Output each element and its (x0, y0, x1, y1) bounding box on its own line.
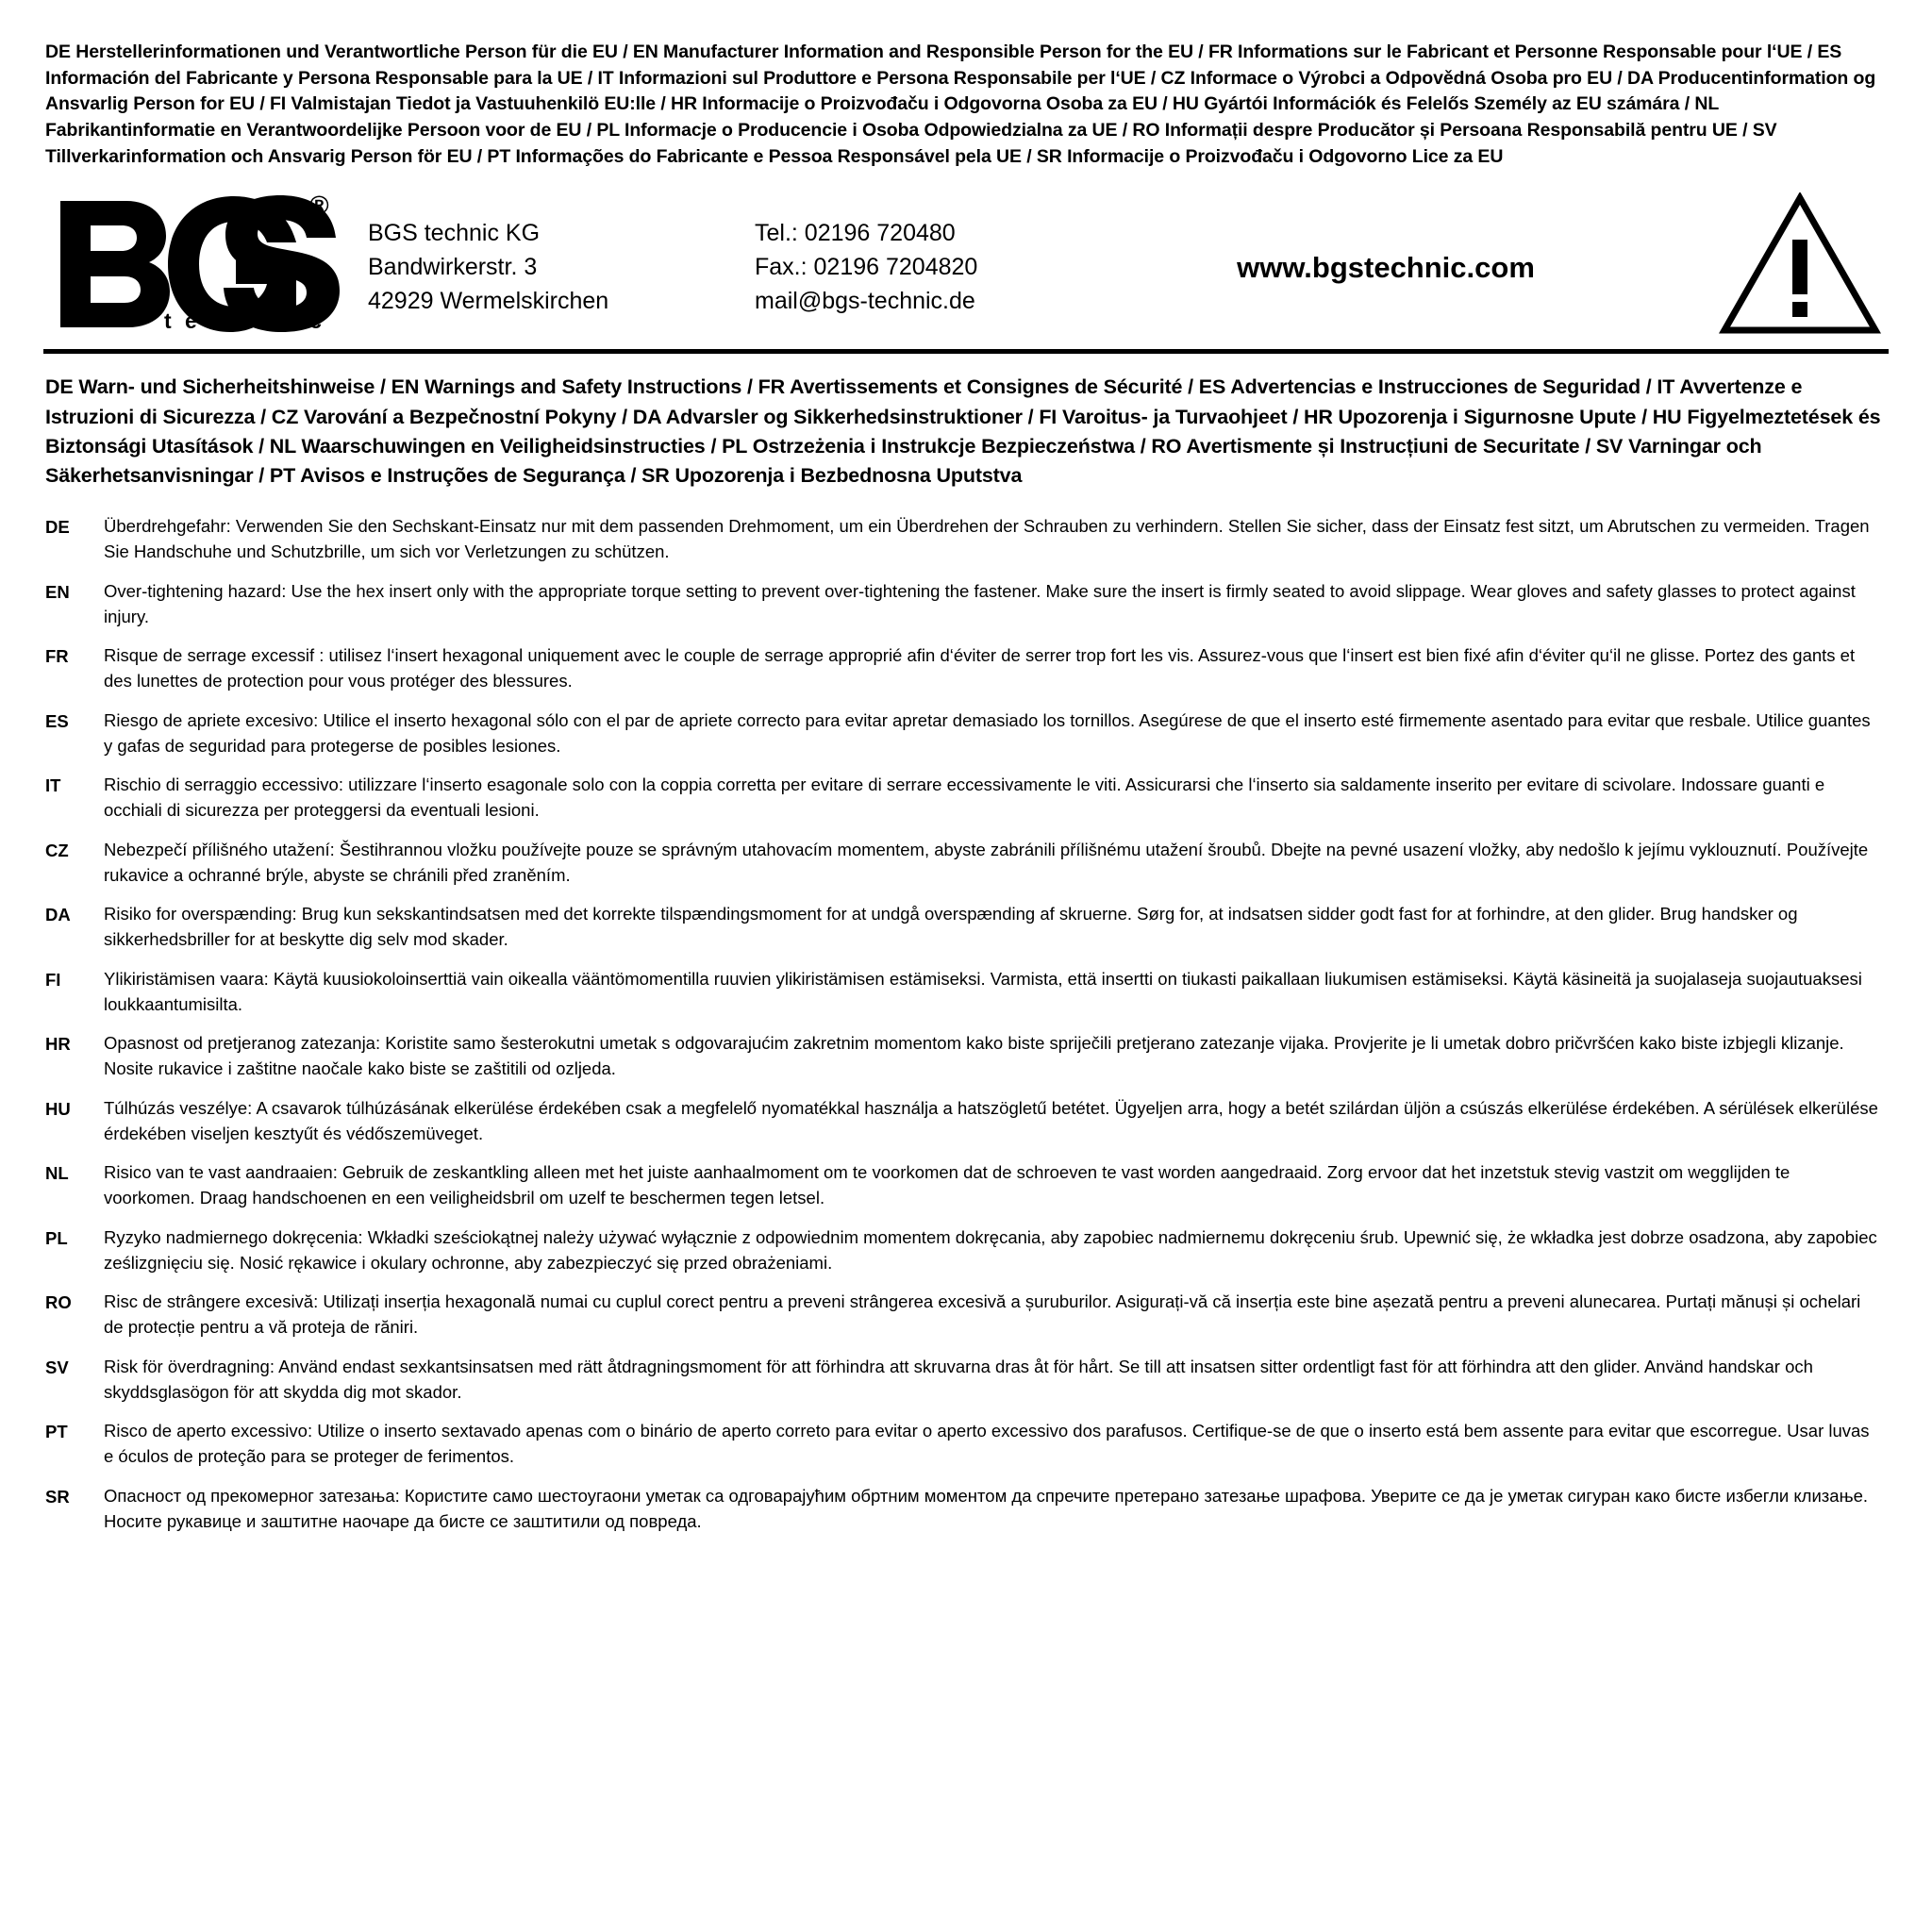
list-item (45, 1483, 1887, 1534)
language-code: ES (45, 710, 69, 731)
language-warning-text: Risque de serrage excessif : utilisez l‘insert hexagonal uniquement avec le couple de serrage approprié afin d‘éviter de serrer trop fort les vis. Assurez-vous que l‘insert est bien fixé afin d‘éviter qu‘il ne glisse. Portez des gants et des lunettes de protection pour vous protéger des blessures. (104, 645, 1856, 691)
list-item (45, 1418, 1887, 1469)
company-street: Bandwirkerstr. 3 (368, 254, 538, 281)
company-website: www.bgstechnic.com (1237, 251, 1535, 285)
language-warning-text: Risico van te vast aandraaien: Gebruik de zeskantkling alleen met het juiste aanhaalmoment om te voorkomen dat de schroeven te vast worden aangedraaid. Zorg ervoor dat het inzetstuk stevig vastzit om wegglijden te voorkomen. Draag handschoenen en een veiligheidsbril om uzelf te beschermen tegen letsel. (104, 1162, 1790, 1208)
language-code: HU (45, 1098, 71, 1119)
language-warning-text: Riesgo de apriete excesivo: Utilice el inserto hexagonal sólo con el par de apriete correcto para evitar apretar demasiado los tornillos. Asegúrese de que el inserto esté firmemente asentado para evitar que resbale. Utilice guantes y gafas de seguridad para protegerse de posibles lesiones. (104, 709, 1871, 756)
list-item (45, 708, 1887, 758)
bgs-logo-svg (53, 193, 355, 335)
language-code: NL (45, 1163, 69, 1184)
bgs-logo (47, 193, 358, 335)
language-code: PL (45, 1227, 68, 1248)
language-warning-text: Risiko for overspænding: Brug kun sekskantindsatsen med det korrekte tilspændingsmoment for at undgå overspænding af skruerne. Sørg for, at indsatsen sidder godt fast for at forhindre, at den glider. Brug handsker og sikkerhedsbriller for at beskytte dig selv mod skader. (104, 904, 1798, 950)
language-warning-text: Over-tightening hazard: Use the hex insert only with the appropriate torque setting to prevent over-tightening the fastener. Make sure the insert is firmly seated to avoid slippage. Wear gloves and safety glasses to protect against injury. (104, 580, 1856, 626)
company-city: 42929 Wermelskirchen (368, 288, 609, 315)
language-warning-text: Risco de aperto excessivo: Utilize o inserto sextavado apenas com o binário de aperto correto para evitar o aperto excessivo dos parafusos. Certifique-se de que o inserto está bem assente para evitar que escorregue. Usar luvas e óculos de proteção para se proteger de ferimentos. (104, 1421, 1870, 1467)
list-item (45, 1095, 1887, 1146)
manufacturer-info-heading: DE Herstellerinformationen und Verantwortliche Person für die EU / EN Manufacturer Information and Responsible Person for the EU / FR Informations sur le Fabricant et Personne Responsable pour l‘UE / ES Información del Fabricante y Persona Responsable para la UE / IT Informazioni sul Produttore e Persona Responsabile per l‘UE / CZ Informace o Výrobci a Odpovědná Osoba pro EU / DA Producentinformation og Ansvarlig Person for EU / FI Valmistajan Tiedot ja Vastuuhenkilö EU:lle / HR Informacije o Proizvođaču i Odgovorna Osoba za EU / HU Gyártói Információk és Felelős Személy az EU számára / NL Fabrikantinformatie en Verantwoordelijke Persoon voor de EU / PL Informacje o Producencie i Osoba Odpowiedzialna za UE / RO Informații despre Producător și Persoana Responsabilă pentru UE / SV Tillverkarinformation och Ansvarig Person för EU / PT Informações do Fabricante e Pessoa Responsável pela UE / SR Informacije o Proizvođaču i Odgovorno Lice za EU (45, 42, 1876, 167)
language-code: RO (45, 1292, 72, 1313)
list-item (45, 513, 1887, 564)
language-code: HR (45, 1034, 71, 1055)
registered-mark: ® (309, 193, 329, 221)
list-item (45, 1030, 1887, 1081)
language-warning-text: Risk för överdragning: Använd endast sexkantsinsatsen med rätt åtdragningsmoment för att förhindra att skruvarna dras åt för hårt. Se till att insatsen sitter ordentligt fast för att förhindra att den glider. Använd handskar och skyddsglasögon för att skydda dig mot skador. (104, 1356, 1813, 1402)
language-code: SV (45, 1357, 69, 1377)
language-warning-text: Opasnost od pretjeranog zatezanja: Koristite samo šesterokutni umetak s odgovarajućim zakretnim momentom kako biste spriječili pretjerano zatezanje vijaka. Provjerite je li umetak dobro pričvršćen kako biste izbjegli klizanje. Nosite rukavice i zaštitne naočale kako biste se zaštitili od ozljeda. (104, 1033, 1844, 1079)
warning-triangle-svg (1719, 192, 1881, 336)
list-item (45, 966, 1887, 1017)
language-warning-text: Überdrehgefahr: Verwenden Sie den Sechskant-Einsatz nur mit dem passenden Drehmoment, um ein Überdrehen der Schrauben zu verhindern. Stellen Sie sicher, dass der Einsatz fest sitzt, um Abrutschen zu vermeiden. Tragen Sie Handschuhe und Schutzbrille, um sich vor Verletzungen zu schützen. (104, 516, 1870, 562)
list-item (45, 578, 1887, 629)
language-code: FI (45, 969, 61, 990)
company-info-band (43, 183, 1889, 354)
language-warning-list (43, 513, 1889, 1534)
language-warning-text: Nebezpečí přílišného utažení: Šestihrannou vložku používejte pouze se správným utahovacím momentem, abyste zabránili přílišnému utažení šroubů. Dbejte na pevné usazení vložky, aby nedošlo k jejímu vyklouznutí. Používejte rukavice a ochranné brýle, abyste se chránili před zraněním. (104, 839, 1869, 885)
list-item (45, 1354, 1887, 1405)
list-item (45, 1289, 1887, 1340)
language-code: SR (45, 1486, 70, 1507)
language-warning-text: Risc de strângere excesivă: Utilizați inserția hexagonală numai cu cuplul corect pentru a preveni strângerea excesivă a șuruburilor. Asigurați-vă că inserția este bine așezată pentru a preveni alunecarea. Purtați mănuși și ochelari de protecție pentru a vă proteja de răniri. (104, 1291, 1861, 1338)
logo-subtext: t e c h n i c (164, 308, 325, 334)
company-address (358, 210, 755, 318)
language-warning-text: Ryzyko nadmiernego dokręcenia: Wkładki sześciokątnej należy używać wyłącznie z odpowiednim momentem dokręcania, aby zapobiec nadmiernemu dokręceniu śrub. Upewnić się, że wkładka jest dobrze osadzona, aby zapobiec ześlizgnięciu się. Nosić rękawice i okulary ochronne, aby zabezpieczyć się przed obrażeniami. (104, 1226, 1877, 1273)
language-warning-text: Опасност од прекомерног затезања: Користите само шестоугаони уметак са одговарајућим обртним моментом да спречите претерано затезање шрафова. Уверите се да је уметак сигуран како бисте избегли клизање. Носите рукавице и заштитне наочаре да бисте се заштитили од повреда. (104, 1485, 1869, 1531)
safety-instructions-heading: DE Warn- und Sicherheitshinweise / EN Warnings and Safety Instructions / FR Avertissements et Consignes de Sécurité / ES Advertencias e Instrucciones de Seguridad / IT Avvertenze e Istruzioni di Sicurezza / CZ Varování a Bezpečnostní Pokyny / DA Advarsler og Sikkerhedsinstruktioner / FI Varoitus- ja Turvaohjeet / HR Upozorenja i Sigurnosne Upute / HU Figyelmeztetések és Biztonsági Utasítások / NL Waarschuwingen en Veiligheidsinstructies / PL Ostrzeżenia i Instrukcje Bezpieczeństwa / RO Avertismente și Instrucțiuni de Securitate / SV Varningar och Säkerhetsanvisningar / PT Avisos e Instruções de Segurança / SR Upozorenja i Bezbednosna Uputstva (45, 375, 1881, 487)
language-code: PT (45, 1422, 68, 1442)
warning-triangle-icon (1715, 192, 1885, 336)
language-code: DE (45, 517, 70, 538)
list-item (45, 772, 1887, 823)
list-item (45, 901, 1887, 952)
list-item (45, 642, 1887, 693)
language-warning-text: Túlhúzás veszélye: A csavarok túlhúzásának elkerülése érdekében csak a megfelelő nyomatékkal használja a hatszögletű betétet. Ügyeljen arra, hogy a betét szilárdan üljön a csúszás elkerülése érdekében. A sérülések elkerülése érdekében viseljen kesztyűt és védőszemüveget. (104, 1097, 1878, 1143)
list-item (45, 1159, 1887, 1210)
language-code: CZ (45, 840, 69, 860)
company-name: BGS technic KG (368, 220, 541, 247)
language-code: FR (45, 646, 69, 667)
company-contact (755, 210, 1094, 318)
language-code: EN (45, 581, 70, 602)
company-phone: Tel.: 02196 720480 (755, 220, 956, 247)
language-warning-text: Ylikiristämisen vaara: Käytä kuusiokoloinserttiä vain oikealla vääntömomentilla ruuvien ylikiristämisen estämiseksi. Varmista, että insertti on tiukasti paikallaan liukumisen estämiseksi. Käytä käsineitä ja suojalaseja suojautuaksesi loukkaantumisilta. (104, 968, 1862, 1014)
list-item (45, 1224, 1887, 1275)
language-code: IT (45, 775, 61, 796)
company-email: mail@bgs-technic.de (755, 288, 975, 315)
language-code: DA (45, 905, 71, 925)
language-warning-text: Rischio di serraggio eccessivo: utilizzare l‘inserto esagonale solo con la coppia corretta per evitare di serrare eccessivamente le viti. Assicurarsi che l‘inserto sia saldamente inserito per evitare di scivolare. Indossare guanti e occhiali di sicurezza per proteggersi da eventuali lesioni. (104, 774, 1825, 821)
list-item (45, 837, 1887, 888)
company-fax: Fax.: 02196 7204820 (755, 254, 978, 281)
